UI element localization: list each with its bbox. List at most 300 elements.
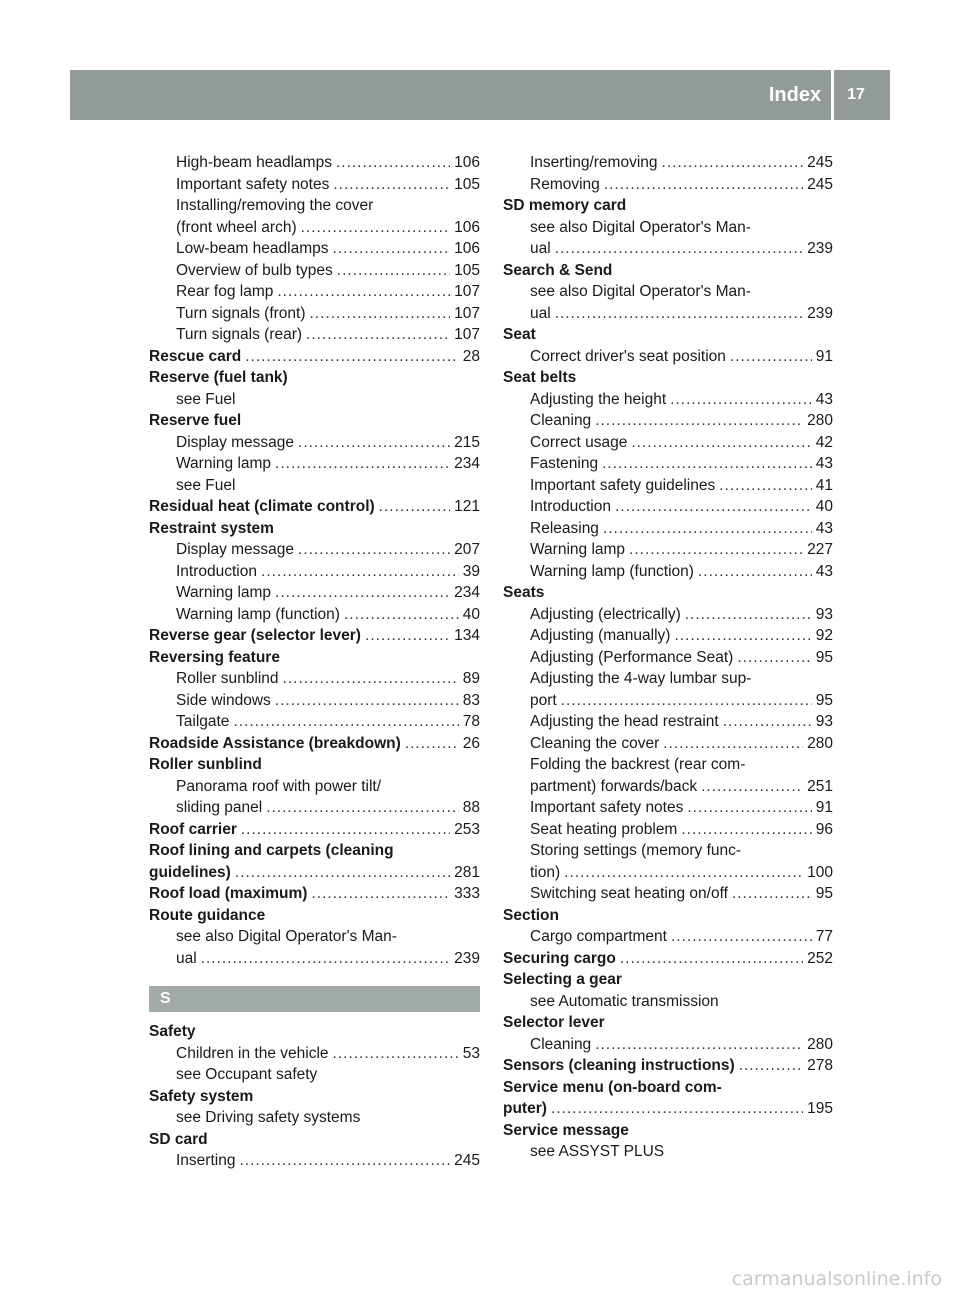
entry-page-number: 106 [454, 154, 480, 171]
entry-label: Roller sunblind [149, 756, 262, 773]
entry-label: SD memory card [503, 197, 627, 214]
index-subentry [503, 432, 833, 454]
entry-label: see Driving safety systems [176, 1109, 361, 1126]
entry-label: Correct usage [530, 433, 628, 451]
entry-label: Route guidance [149, 906, 266, 924]
entry-label: Restraint system [149, 519, 274, 537]
entry-label: ual [530, 304, 551, 322]
entry-page-number: 83 [462, 691, 480, 709]
entry-label: ual [176, 949, 197, 967]
entry-label: Adjusting the head restraint [530, 713, 719, 730]
leader-dots [239, 1150, 450, 1172]
leader-dots [674, 625, 811, 647]
index-subentry [149, 539, 480, 561]
leader-dots [671, 926, 812, 948]
entry-page-number: 239 [454, 949, 480, 967]
leader-dots [685, 604, 812, 626]
leader-dots [333, 1043, 459, 1065]
index-subentry [149, 797, 480, 819]
entry-label: Roller sunblind [176, 670, 279, 687]
leader-dots [687, 797, 811, 819]
index-subentry [149, 260, 480, 282]
leader-dots [333, 238, 451, 260]
index-entry [503, 1012, 833, 1034]
leader-dots [201, 948, 450, 970]
entry-label: Installing/removing the cover [176, 197, 374, 214]
entry-label: Sensors (cleaning instructions) [503, 1057, 735, 1074]
entry-label: Roof lining and carpets (cleaning [149, 842, 394, 859]
leader-dots [266, 797, 459, 819]
index-subentry [149, 1043, 480, 1065]
leader-dots [681, 819, 811, 841]
leader-dots [379, 496, 450, 518]
index-subentry [149, 1150, 480, 1172]
entry-label: see also Digital Operator's Man- [530, 283, 751, 300]
leader-dots [277, 281, 450, 303]
entry-label: Panorama roof with power tilt/ [176, 777, 382, 795]
leader-dots [551, 1098, 803, 1120]
index-subentry [149, 582, 480, 604]
index-subentry [503, 217, 833, 239]
leader-dots [604, 174, 803, 196]
entry-label: Warning lamp [530, 541, 626, 558]
entry-page-number: 106 [454, 240, 480, 257]
entry-label: Warning lamp (function) [530, 562, 694, 580]
header-divider [831, 70, 834, 120]
leader-dots [663, 733, 803, 755]
leader-dots [245, 346, 459, 368]
entry-page-number: 89 [462, 670, 480, 687]
entry-label: partment) forwards/back [530, 777, 698, 795]
index-entry [503, 324, 833, 346]
entry-page-number: 281 [454, 863, 480, 881]
entry-label: Warning lamp (function) [176, 605, 340, 623]
entry-label: (front wheel arch) [176, 218, 297, 236]
entry-page-number: 245 [807, 154, 833, 171]
entry-label: Residual heat (climate control) [149, 498, 375, 515]
entry-label: port [530, 691, 557, 709]
entry-label: Selecting a gear [503, 971, 622, 988]
index-subentry [503, 733, 833, 755]
entry-page-number: 77 [815, 928, 833, 945]
entry-label: see also Digital Operator's Man- [176, 928, 397, 945]
index-entry [149, 410, 480, 432]
entry-page-number: 121 [454, 498, 480, 515]
index-subentry [149, 453, 480, 475]
entry-label: tion) [530, 863, 561, 881]
index-subentry [503, 152, 833, 174]
index-subentry [149, 217, 480, 239]
index-subentry [503, 539, 833, 561]
entry-label: see also Digital Operator's Man- [530, 218, 751, 236]
leader-dots [561, 690, 812, 712]
entry-page-number: 245 [807, 175, 833, 193]
entry-label: Adjusting (electrically) [530, 605, 681, 623]
entry-label: Display message [176, 433, 295, 451]
entry-label: SD card [149, 1130, 208, 1148]
entry-label: Turn signals (front) [176, 304, 306, 322]
index-subentry [503, 238, 833, 260]
index-subentry [503, 883, 833, 905]
leader-dots [275, 453, 450, 475]
entry-page-number: 43 [815, 562, 833, 580]
section-letter-bar: S [149, 986, 480, 1012]
entry-label: Reversing feature [149, 648, 280, 666]
entry-label: Tailgate [176, 713, 230, 730]
entry-page-number: 26 [462, 734, 480, 752]
entry-label: Seat belts [503, 369, 577, 386]
entry-label: Search & Send [503, 261, 613, 279]
entry-label: Seat [503, 326, 536, 343]
leader-dots [629, 539, 803, 561]
index-entry [503, 367, 833, 389]
index-entry [149, 1021, 480, 1043]
index-entry [149, 1129, 480, 1151]
index-subentry [149, 1107, 480, 1129]
leader-dots [595, 1034, 803, 1056]
entry-page-number: 105 [454, 261, 480, 279]
index-subentry [503, 346, 833, 368]
index-subentry [503, 518, 833, 540]
leader-dots [602, 453, 812, 475]
index-subentry [503, 389, 833, 411]
index-subentry [149, 195, 480, 217]
entry-label: Adjusting the 4-way lumbar sup- [530, 670, 752, 687]
entry-label: Safety [149, 1023, 196, 1040]
index-entry [149, 754, 480, 776]
index-entry [503, 1055, 833, 1077]
entry-label: see Automatic transmission [530, 992, 719, 1010]
index-subentry [149, 690, 480, 712]
entry-label: Adjusting (Performance Seat) [530, 648, 734, 666]
entry-label: Cleaning the cover [530, 734, 660, 752]
index-column-left [149, 152, 480, 1172]
entry-page-number: 93 [815, 713, 833, 730]
index-subentry [503, 303, 833, 325]
entry-label: Adjusting (manually) [530, 627, 671, 644]
index-entry [149, 883, 480, 905]
index-entry [503, 1098, 833, 1120]
entry-label: High-beam headlamps [176, 154, 332, 171]
index-subentry [503, 496, 833, 518]
index-subentry [503, 926, 833, 948]
leader-dots [739, 1055, 803, 1077]
index-subentry [503, 604, 833, 626]
leader-dots [344, 604, 459, 626]
index-subentry [149, 475, 480, 497]
entry-page-number: 40 [815, 498, 833, 515]
leader-dots [311, 883, 450, 905]
entry-page-number: 105 [454, 175, 480, 193]
entry-page-number: 92 [815, 627, 833, 644]
entry-page-number: 78 [462, 713, 480, 730]
entry-page-number: 239 [807, 304, 833, 322]
entry-page-number: 96 [815, 820, 833, 838]
entry-label: Reverse gear (selector lever) [149, 627, 361, 644]
leader-dots [283, 668, 459, 690]
entry-label: Cleaning [530, 412, 592, 429]
entry-label: see Fuel [176, 390, 236, 408]
entry-label: Switching seat heating on/off [530, 885, 728, 902]
leader-dots [631, 432, 811, 454]
index-subentry [149, 948, 480, 970]
index-subentry [149, 152, 480, 174]
entry-page-number: 41 [815, 476, 833, 494]
entry-label: puter) [503, 1100, 547, 1117]
entry-label: Releasing [530, 519, 599, 537]
entry-page-number: 53 [462, 1044, 480, 1062]
entry-page-number: 251 [807, 777, 833, 795]
entry-page-number: 227 [807, 541, 833, 558]
entry-page-number: 280 [807, 412, 833, 429]
entry-page-number: 88 [462, 799, 480, 816]
index-entry [149, 346, 480, 368]
leader-dots [275, 690, 459, 712]
entry-page-number: 95 [815, 885, 833, 902]
entry-label: Cleaning [530, 1035, 592, 1053]
entry-page-number: 28 [462, 347, 480, 365]
index-entry [503, 1120, 833, 1142]
leader-dots [732, 883, 812, 905]
entry-page-number: 234 [454, 455, 480, 472]
entry-label: Display message [176, 541, 295, 558]
leader-dots [337, 260, 450, 282]
entry-label: Fastening [530, 455, 599, 472]
entry-label: see ASSYST PLUS [530, 1143, 665, 1160]
index-entry [503, 1077, 833, 1099]
index-subentry [503, 625, 833, 647]
entry-page-number: 40 [462, 605, 480, 623]
leader-dots [701, 776, 803, 798]
index-entry [503, 905, 833, 927]
entry-label: Children in the vehicle [176, 1044, 329, 1062]
entry-page-number: 43 [815, 519, 833, 537]
leader-dots [555, 238, 803, 260]
index-column-right [503, 152, 833, 1163]
entry-label: Introduction [530, 498, 611, 515]
leader-dots [261, 561, 459, 583]
entry-page-number: 95 [815, 648, 833, 666]
index-subentry [503, 1141, 833, 1163]
entry-page-number: 39 [462, 562, 480, 580]
entry-label: Correct driver's seat position [530, 347, 726, 365]
index-entry [149, 840, 480, 862]
entry-label: Securing cargo [503, 949, 616, 967]
entry-label: Important safety notes [530, 799, 684, 816]
entry-page-number: 134 [454, 627, 480, 644]
index-subentry [503, 453, 833, 475]
entry-page-number: 280 [807, 734, 833, 752]
leader-dots [662, 152, 804, 174]
entry-label: Important safety notes [176, 175, 330, 193]
index-subentry [149, 1064, 480, 1086]
index-subentry [503, 668, 833, 690]
entry-label: Roof carrier [149, 820, 237, 838]
index-entry [149, 367, 480, 389]
index-subentry [149, 432, 480, 454]
entry-label: Warning lamp [176, 584, 272, 601]
index-subentry [503, 690, 833, 712]
index-subentry [503, 1034, 833, 1056]
index-entry [149, 625, 480, 647]
leader-dots [670, 389, 812, 411]
entry-label: Roadside Assistance (breakdown) [149, 734, 401, 752]
index-subentry [503, 819, 833, 841]
entry-label: ual [530, 240, 551, 257]
entry-label: sliding panel [176, 799, 263, 816]
index-subentry [503, 711, 833, 733]
entry-label: Overview of bulb types [176, 261, 333, 279]
entry-label: Side windows [176, 691, 271, 709]
index-entry [503, 582, 833, 604]
leader-dots [615, 496, 812, 518]
index-subentry [503, 840, 833, 862]
leader-dots [298, 432, 450, 454]
leader-dots [555, 303, 803, 325]
leader-dots [564, 862, 803, 884]
entry-label: see Fuel [176, 476, 236, 494]
entry-label: Seat heating problem [530, 820, 678, 838]
leader-dots [603, 518, 812, 540]
index-entry [503, 969, 833, 991]
index-subentry [503, 862, 833, 884]
entry-page-number: 42 [815, 433, 833, 451]
index-subentry [149, 389, 480, 411]
index-subentry [503, 561, 833, 583]
entry-page-number: 245 [454, 1152, 480, 1169]
index-subentry [149, 324, 480, 346]
index-subentry [149, 926, 480, 948]
entry-page-number: 43 [815, 390, 833, 408]
entry-label: Warning lamp [176, 455, 272, 472]
index-entry [503, 260, 833, 282]
index-subentry [503, 754, 833, 776]
entry-label: Cargo compartment [530, 928, 667, 945]
leader-dots [333, 174, 450, 196]
entry-label: see Occupant safety [176, 1066, 318, 1083]
index-subentry [149, 668, 480, 690]
entry-label: Reserve (fuel tank) [149, 369, 288, 386]
entry-label: Turn signals (rear) [176, 326, 303, 343]
index-subentry [503, 475, 833, 497]
leader-dots [719, 475, 812, 497]
entry-page-number: 43 [815, 455, 833, 472]
entry-page-number: 107 [454, 283, 480, 300]
index-subentry [503, 797, 833, 819]
index-entry [149, 647, 480, 669]
entry-label: Roof load (maximum) [149, 885, 308, 902]
entry-label: Seats [503, 584, 545, 601]
index-subentry [503, 410, 833, 432]
leader-dots [310, 303, 451, 325]
index-subentry [503, 174, 833, 196]
entry-page-number: 95 [815, 691, 833, 709]
entry-label: Rear fog lamp [176, 283, 274, 300]
leader-dots [620, 948, 803, 970]
leader-dots [698, 561, 812, 583]
entry-page-number: 252 [807, 949, 833, 967]
entry-page-number: 280 [807, 1035, 833, 1053]
leader-dots [405, 733, 459, 755]
leader-dots [737, 647, 811, 669]
leader-dots [301, 217, 451, 239]
index-subentry [503, 991, 833, 1013]
page-number: 17 [847, 86, 865, 103]
index-subentry [503, 776, 833, 798]
entry-label: Folding the backrest (rear com- [530, 756, 746, 773]
index-subentry [149, 561, 480, 583]
index-entry [149, 1086, 480, 1108]
entry-page-number: 207 [454, 541, 480, 558]
index-subentry [149, 604, 480, 626]
index-subentry [503, 647, 833, 669]
index-entry [149, 518, 480, 540]
entry-page-number: 107 [454, 304, 480, 322]
entry-page-number: 107 [454, 326, 480, 343]
entry-label: Safety system [149, 1087, 254, 1105]
index-subentry [149, 238, 480, 260]
leader-dots [298, 539, 450, 561]
entry-page-number: 106 [454, 218, 480, 236]
leader-dots [595, 410, 803, 432]
entry-label: Selector lever [503, 1014, 605, 1031]
entry-label: Reserve fuel [149, 412, 242, 429]
index-entry [149, 496, 480, 518]
entry-page-number: 215 [454, 433, 480, 451]
entry-label: Introduction [176, 562, 257, 580]
leader-dots [730, 346, 812, 368]
index-subentry [149, 303, 480, 325]
entry-label: Service message [503, 1121, 629, 1139]
entry-page-number: 239 [807, 240, 833, 257]
entry-page-number: 100 [807, 863, 833, 881]
entry-label: Service menu (on-board com- [503, 1078, 722, 1096]
leader-dots [233, 711, 458, 733]
leader-dots [275, 582, 450, 604]
entry-page-number: 91 [815, 347, 833, 365]
entry-page-number: 91 [815, 799, 833, 816]
entry-page-number: 195 [807, 1100, 833, 1117]
index-subentry [503, 281, 833, 303]
entry-page-number: 93 [815, 605, 833, 623]
index-entry [149, 819, 480, 841]
index-subentry [149, 776, 480, 798]
entry-label: Inserting/removing [530, 154, 658, 171]
entry-page-number: 234 [454, 584, 480, 601]
index-entry [149, 862, 480, 884]
index-entry [503, 195, 833, 217]
entry-label: Adjusting the height [530, 390, 667, 408]
entry-label: Important safety guidelines [530, 476, 716, 494]
leader-dots [306, 324, 450, 346]
leader-dots [365, 625, 450, 647]
entry-label: Storing settings (memory func- [530, 842, 742, 859]
entry-label: guidelines) [149, 863, 231, 881]
section-title: Index [768, 84, 822, 106]
entry-label: Section [503, 906, 559, 924]
watermark: carmanualsonline.info [731, 1268, 942, 1290]
index-entry [149, 905, 480, 927]
entry-label: Low-beam headlamps [176, 240, 329, 257]
index-subentry [149, 174, 480, 196]
index-subentry [149, 711, 480, 733]
index-entry [503, 948, 833, 970]
entry-label: Inserting [176, 1152, 236, 1169]
leader-dots [336, 152, 450, 174]
entry-page-number: 333 [454, 885, 480, 902]
entry-page-number: 278 [807, 1057, 833, 1074]
leader-dots [723, 711, 812, 733]
